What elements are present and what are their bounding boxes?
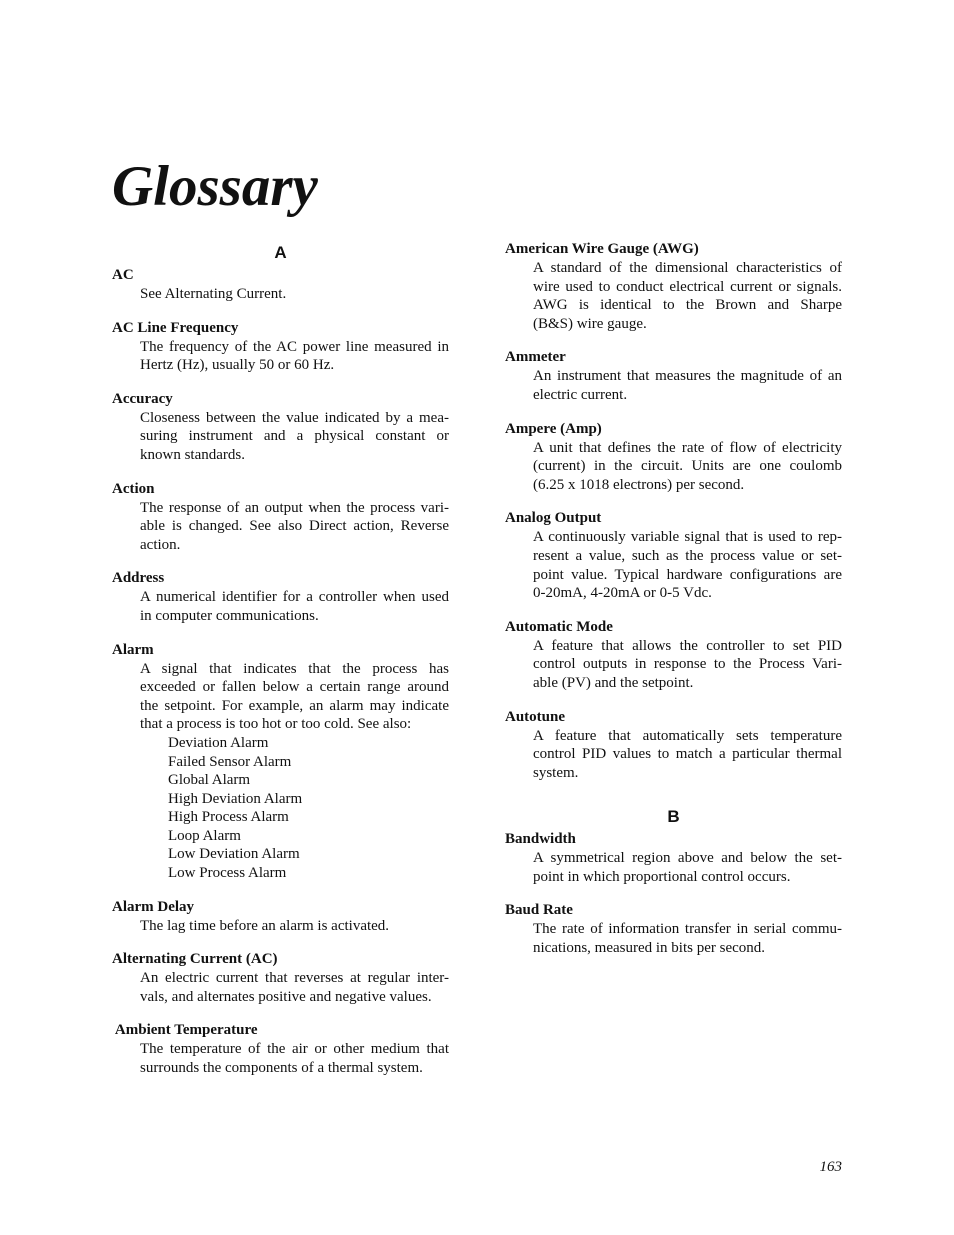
glossary-entry — [505, 420, 842, 495]
glossary-term: Alarm — [112, 641, 154, 658]
glossary-definition — [505, 920, 842, 957]
definition-line: An instrument that measures the magnitude of an — [533, 368, 842, 385]
glossary-entry-alarm — [112, 641, 449, 883]
glossary-definition — [112, 660, 449, 734]
glossary-definition — [505, 727, 842, 783]
definition-line: The frequency of the AC power line measured in — [140, 338, 449, 355]
glossary-term: Action — [112, 480, 155, 497]
glossary-entry — [505, 618, 842, 693]
definition-line: surrounds the components of a thermal system. — [140, 1060, 423, 1077]
definition-line: The rate of information transfer in serial commu- — [533, 921, 842, 938]
glossary-definition — [112, 409, 449, 465]
section-letter-a: A — [274, 243, 287, 262]
definition-line: point value. Typical hardware configurations are — [533, 566, 842, 583]
glossary-entry — [112, 569, 449, 625]
glossary-definition — [112, 588, 449, 625]
definition-line: An electric current that reverses at regular inter- — [140, 970, 449, 987]
entries-b — [505, 830, 842, 957]
definition-line: that a process is too hot or too cold. See also: — [140, 716, 412, 733]
definition-line: in computer communications. — [140, 607, 319, 624]
glossary-definition — [505, 439, 842, 495]
definition-line: Hertz (Hz), usually 50 or 60 Hz. — [140, 357, 335, 374]
glossary-entry — [112, 266, 449, 304]
glossary-term: Ambient Temperature — [112, 1022, 258, 1039]
glossary-definition — [112, 338, 449, 375]
section-letter-b: B — [667, 807, 680, 827]
glossary-entry — [112, 950, 449, 1006]
glossary-definition — [112, 917, 449, 936]
glossary-entry — [112, 898, 449, 936]
glossary-term: Alternating Current (AC) — [112, 951, 278, 968]
see-also-list — [112, 734, 449, 883]
definition-line: known standards. — [140, 446, 245, 463]
glossary-term: Bandwidth — [505, 831, 576, 848]
definition-line: Closeness between the value indicated by a mea- — [140, 409, 449, 426]
glossary-entry — [505, 901, 842, 957]
definition-line: (B&S) wire gauge. — [533, 315, 647, 332]
definition-line: The temperature of the air or other medium that — [140, 1041, 449, 1058]
definition-line: The response of an output when the process vari- — [140, 499, 449, 516]
glossary-term: Autotune — [505, 708, 566, 725]
right-column — [505, 240, 842, 973]
definition-line: A numerical identifier for a controller when used — [140, 589, 449, 606]
see-also-item: Global Alarm — [168, 772, 251, 789]
glossary-definition — [112, 1040, 449, 1077]
glossary-entry — [112, 319, 449, 375]
glossary-entry — [505, 509, 842, 602]
left-column — [112, 240, 449, 1093]
glossary-definition — [112, 499, 449, 555]
page-number: 163 — [819, 1159, 842, 1175]
glossary-term: AC — [112, 267, 134, 283]
glossary-definition — [505, 849, 842, 886]
glossary-term: Ammeter — [505, 349, 566, 366]
glossary-term: Ampere (Amp) — [505, 420, 602, 437]
definition-line: A continuously variable signal that is used to rep- — [533, 529, 842, 546]
see-also-item: High Deviation Alarm — [168, 790, 303, 807]
see-also-item: Loop Alarm — [168, 827, 241, 844]
definition-line: The lag time before an alarm is activated. — [140, 917, 390, 934]
definition-line: (current) in the circuit. Units are one coulomb — [533, 458, 842, 475]
glossary-definition — [505, 259, 842, 333]
glossary-entry — [505, 830, 842, 886]
definition-line: electric current. — [533, 386, 628, 403]
glossary-definition — [505, 637, 842, 693]
glossary-definition — [112, 285, 449, 304]
definition-line: control outputs in response to the Process Vari- — [533, 656, 842, 673]
definition-line: See Alternating Current. — [140, 286, 287, 302]
definition-line: resent a value, such as the process value or set- — [533, 547, 842, 564]
glossary-term: Analog Output — [505, 510, 602, 527]
glossary-definition — [112, 969, 449, 1006]
glossary-entry — [112, 1021, 449, 1077]
definition-line: control PID values to match a particular thermal — [533, 746, 842, 763]
see-also-item: Low Deviation Alarm — [168, 846, 300, 863]
glossary-definition — [505, 528, 842, 602]
glossary-entry — [505, 348, 842, 404]
definition-line: suring instrument and a physical constant or — [140, 428, 449, 445]
glossary-term: Baud Rate — [505, 902, 573, 919]
entries-a-left — [112, 266, 449, 626]
glossary-term: Address — [112, 570, 165, 587]
see-also-item: Deviation Alarm — [168, 734, 269, 751]
definition-line: nications, measured in bits per second. — [533, 940, 766, 957]
definition-line: A symmetrical region above and below the set- — [533, 850, 842, 867]
definition-line: wire used to conduct electrical current or signals. — [533, 278, 842, 295]
definition-line: system. — [533, 764, 579, 781]
glossary-term: American Wire Gauge (AWG) — [505, 241, 699, 257]
definition-line: vals, and alternates positive and negative values. — [140, 988, 432, 1005]
see-also-item: Failed Sensor Alarm — [168, 753, 292, 770]
definition-line: A unit that defines the rate of flow of electricity — [533, 439, 842, 456]
definition-line: AWG is identical to the Brown and Sharpe — [533, 297, 842, 314]
definition-line: point in which proportional control occurs. — [533, 868, 791, 885]
definition-line: A feature that allows the controller to set PID — [533, 637, 842, 654]
glossary-entry — [112, 390, 449, 465]
glossary-term: AC Line Frequency — [112, 319, 239, 336]
definition-line: the setpoint. For example, an alarm may indicate — [140, 697, 449, 714]
see-also-item: High Process Alarm — [168, 809, 289, 826]
page-title: Glossary — [112, 155, 318, 218]
glossary-term: Accuracy — [112, 390, 173, 407]
definition-line: able (PV) and the setpoint. — [533, 674, 694, 691]
definition-line: A signal that indicates that the process has — [140, 660, 449, 677]
definition-line: A feature that automatically sets temperature — [533, 727, 842, 744]
definition-line: A standard of the dimensional characteristics of — [533, 260, 842, 276]
definition-line: action. — [140, 536, 181, 553]
glossary-entry — [112, 480, 449, 555]
see-also-item: Low Process Alarm — [168, 865, 287, 882]
glossary-term: Automatic Mode — [505, 618, 613, 635]
glossary-entry — [505, 240, 842, 333]
entries-a-right — [505, 240, 842, 782]
definition-line: 0-20mA, 4-20mA or 0-5 Vdc. — [533, 585, 712, 602]
glossary-entry — [505, 708, 842, 783]
entries-a-left-tail — [112, 898, 449, 1078]
definition-line: able is changed. See also Direct action, Reverse — [140, 518, 449, 535]
glossary-term: Alarm Delay — [112, 898, 195, 915]
glossary-definition — [505, 367, 842, 404]
definition-line: exceeded or fallen below a certain range around — [140, 679, 449, 696]
definition-line: (6.25 x 1018 electrons) per second. — [533, 476, 745, 493]
